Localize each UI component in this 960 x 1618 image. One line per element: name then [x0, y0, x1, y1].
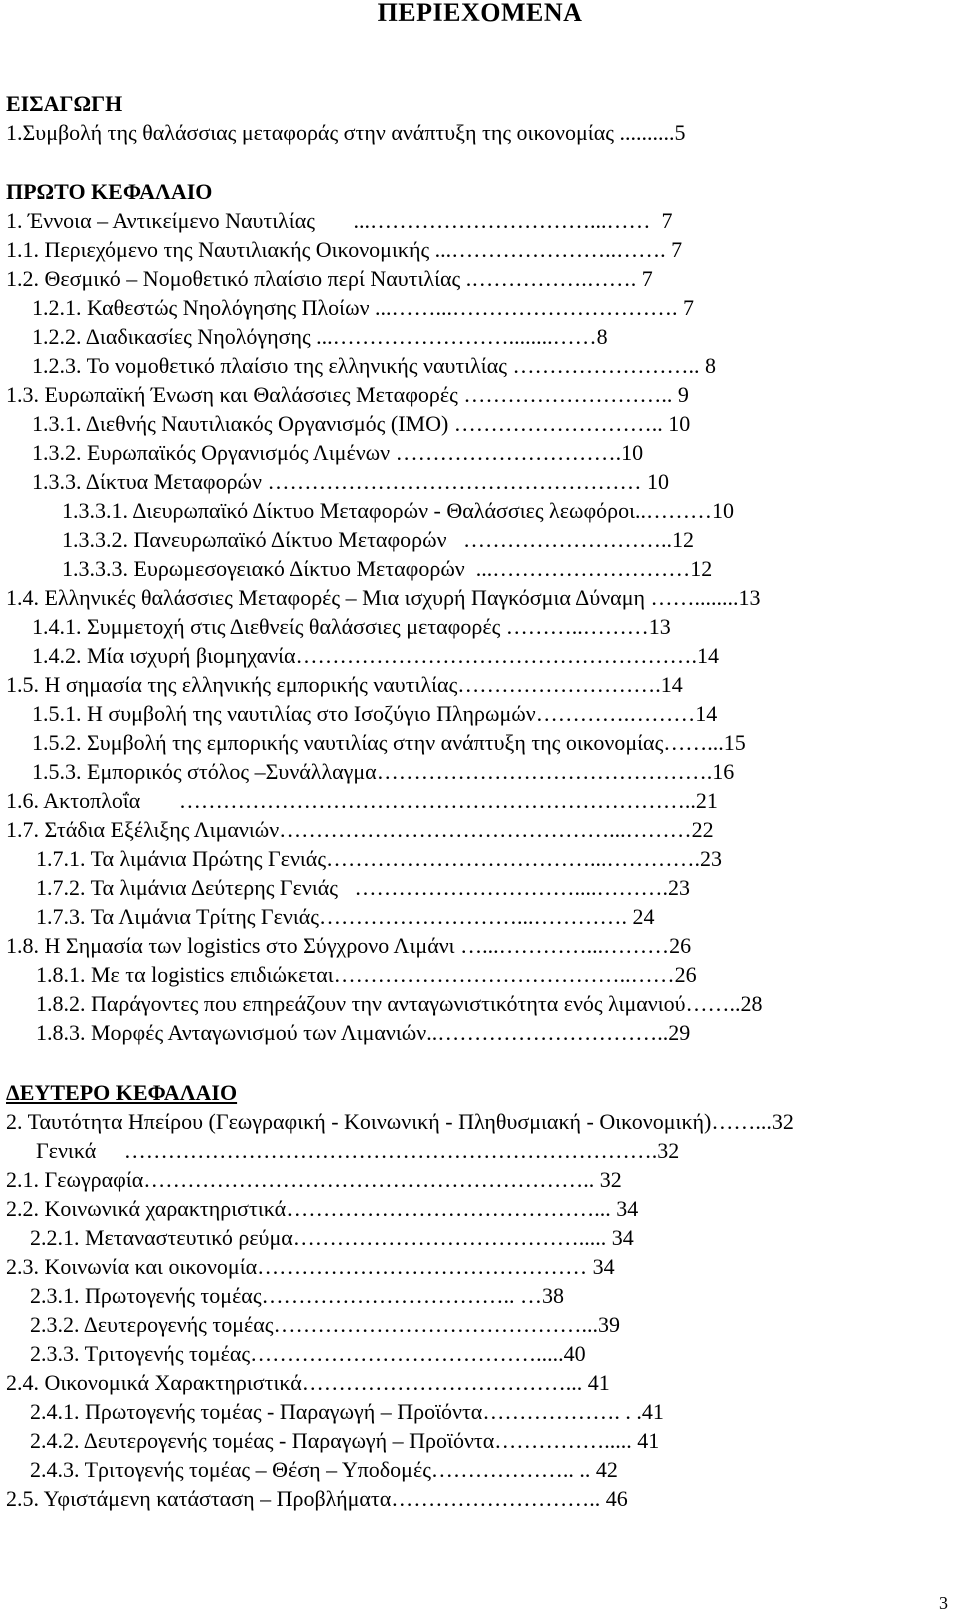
- intro-heading: ΕΙΣΑΓΩΓΗ: [6, 91, 123, 116]
- chapter2-heading: ΔΕΥΤΕΡΟ ΚΕΦΑΛΑΙΟ: [6, 1080, 238, 1105]
- toc-entry: 1.4. Ελληνικές θαλάσσιες Μεταφορές – Μια ισχυρή Παγκόσμια Δύναμη ……........13: [6, 585, 761, 610]
- toc-entry: 1.2.3. Το νομοθετικό πλαίσιο της ελληνικής ναυτιλίας …………………….. 8: [32, 353, 716, 378]
- toc-entry: 2.4.3. Τριτογενής τομέας – Θέση – Υποδομές……………….. .. 42: [30, 1457, 618, 1482]
- toc-entry: 2.2.1. Μεταναστευτικό ρεύμα…………………………………..... 34: [30, 1225, 634, 1250]
- toc-entry: 2.4.2. Δευτερογενής τομέας - Παραγωγή – Προϊόντα……………..... 41: [30, 1428, 660, 1453]
- toc-entry: 2.3. Κοινωνία και οικονομία……………………………………… 34: [6, 1254, 615, 1279]
- toc-entry: 1.5. Η σημασία της ελληνικής εμπορικής ναυτιλίας……………………….14: [6, 672, 683, 697]
- toc-entry: 1.3. Ευρωπαϊκή Ένωση και Θαλάσσιες Μεταφορές ……………………….. 9: [6, 382, 689, 407]
- page-title: ΠΕΡΙΕΧΟΜΕΝΑ: [377, 0, 583, 27]
- toc-entry: 2.4. Οικονομικά Χαρακτηριστικά………………………………... 41: [6, 1370, 610, 1395]
- toc-entry: 2.4.1. Πρωτογενής τομέας - Παραγωγή – Προϊόντα………………. . .41: [30, 1399, 664, 1424]
- toc-entry: 1.Συμβολή της θαλάσσιας μεταφοράς στην ανάπτυξη της οικονομίας ..........5: [6, 120, 686, 145]
- toc-entry: 1.7.3. Τα Λιμάνια Τρίτης Γενιάς………………………...…………. 24: [36, 904, 655, 929]
- toc-entry: 1.4.2. Μία ισχυρή βιομηχανία……………………………………………….14: [32, 643, 720, 668]
- toc-entry: 2.3.1. Πρωτογενής τομέας…………………………….. …38: [30, 1283, 565, 1308]
- toc-entry: 1.5.3. Εμπορικός στόλος –Συνάλλαγμα……………………………………….16: [32, 759, 735, 784]
- toc-entry: 1.7.2. Τα λιμάνια Δεύτερης Γενιάς …………………………....……….23: [36, 875, 690, 900]
- toc-entry: 1.3.3.1. Διευρωπαϊκό Δίκτυο Μεταφορών - Θαλάσσιες λεωφόροι..………10: [62, 498, 735, 523]
- toc-entry: 1.6. Ακτοπλοΐα ……………………………………………………………..21: [6, 788, 718, 813]
- toc-entry: 1.3.1. Διεθνής Ναυτιλιακός Οργανισμός (ΙΜΟ) ……………………….. 10: [32, 411, 691, 436]
- toc-entry: 1.2.2. Διαδικασίες Νηολόγησης ...……………………........……8: [32, 324, 608, 349]
- toc-entry: 2.3.3. Τριτογενής τομέας………………………………….....40: [30, 1341, 586, 1366]
- toc-entry: 1.8.2. Παράγοντες που επηρεάζουν την ανταγωνιστικότητα ενός λιμανιού……..28: [36, 991, 763, 1016]
- toc-entry: 1.3.3.2. Πανευρωπαϊκό Δίκτυο Μεταφορών ………………………..12: [62, 527, 695, 552]
- toc-entry: 1.5.1. Η συμβολή της ναυτιλίας στο Ισοζύγιο Πληρωμών………….………14: [32, 701, 718, 726]
- toc-entry: 1.8. Η Σημασία των logistics στο Σύγχρονο Λιμάνι …...…………...………26: [6, 933, 692, 958]
- toc-entry: 1.7. Στάδια Εξέλιξης Λιμανιών………………………………………...………22: [6, 817, 714, 842]
- chapter1-heading: ΠΡΩΤΟ ΚΕΦΑΛΑΙΟ: [6, 179, 213, 204]
- toc-entry: 2.1. Γεωγραφία…………………………………………………….. 32: [6, 1167, 622, 1192]
- toc-entry: 1.8.1. Με τα logistics επιδιώκεται…………………………………..……26: [36, 962, 697, 987]
- toc-entry: 1.3.2. Ευρωπαϊκός Οργανισμός Λιμένων ………………………….10: [32, 440, 644, 465]
- toc-entry: 1.3.3.3. Ευρωμεσογειακό Δίκτυο Μεταφορών ...………………………12: [62, 556, 713, 581]
- toc-entry: 2.2. Κοινωνικά χαρακτηριστικά……………………………………... 34: [6, 1196, 639, 1221]
- toc-entry: 2.3.2. Δευτερογενής τομέας……………………………………...39: [30, 1312, 620, 1337]
- toc-entry: 1.2.1. Καθεστώς Νηολόγησης Πλοίων ...……...…………………………. 7: [32, 295, 695, 320]
- page-number: 3: [939, 1593, 948, 1613]
- toc-entry: 1.8.3. Μορφές Ανταγωνισμού των Λιμανιών..…………………………..29: [36, 1020, 691, 1045]
- toc-entry: 1. Έννοια – Αντικείμενο Ναυτιλίας ...…………………………...…… 7: [6, 208, 673, 233]
- toc-entry: 1.4.1. Συμμετοχή στις Διεθνείς θαλάσσιες μεταφορές ………..………13: [32, 614, 671, 639]
- toc-entry: 1.7.1. Τα λιμάνια Πρώτης Γενιάς………………………………...………….23: [36, 846, 723, 871]
- toc-entry: 2.5. Υφιστάμενη κατάσταση – Προβλήματα……………………….. 46: [6, 1486, 628, 1511]
- toc-entry: 1.3.3. Δίκτυα Μεταφορών …………………………………………… 10: [32, 469, 669, 494]
- toc-entry: 2. Ταυτότητα Ηπείρου (Γεωγραφική - Κοινωνική - Πληθυσμιακή - Οικονομική)……...32: [6, 1109, 794, 1134]
- toc-entry: 1.5.2. Συμβολή της εμπορικής ναυτιλίας στην ανάπτυξη της οικονομίας……...15: [32, 730, 746, 755]
- toc-entry: 1.2. Θεσμικό – Νομοθετικό πλαίσιο περί Ναυτιλίας .…………….……. 7: [6, 266, 653, 291]
- toc-entry: Γενικά ……………………………………………………………….32: [36, 1138, 680, 1163]
- toc-entry: 1.1. Περιεχόμενο της Ναυτιλιακής Οικονομικής ...…………………..……. 7: [6, 237, 683, 262]
